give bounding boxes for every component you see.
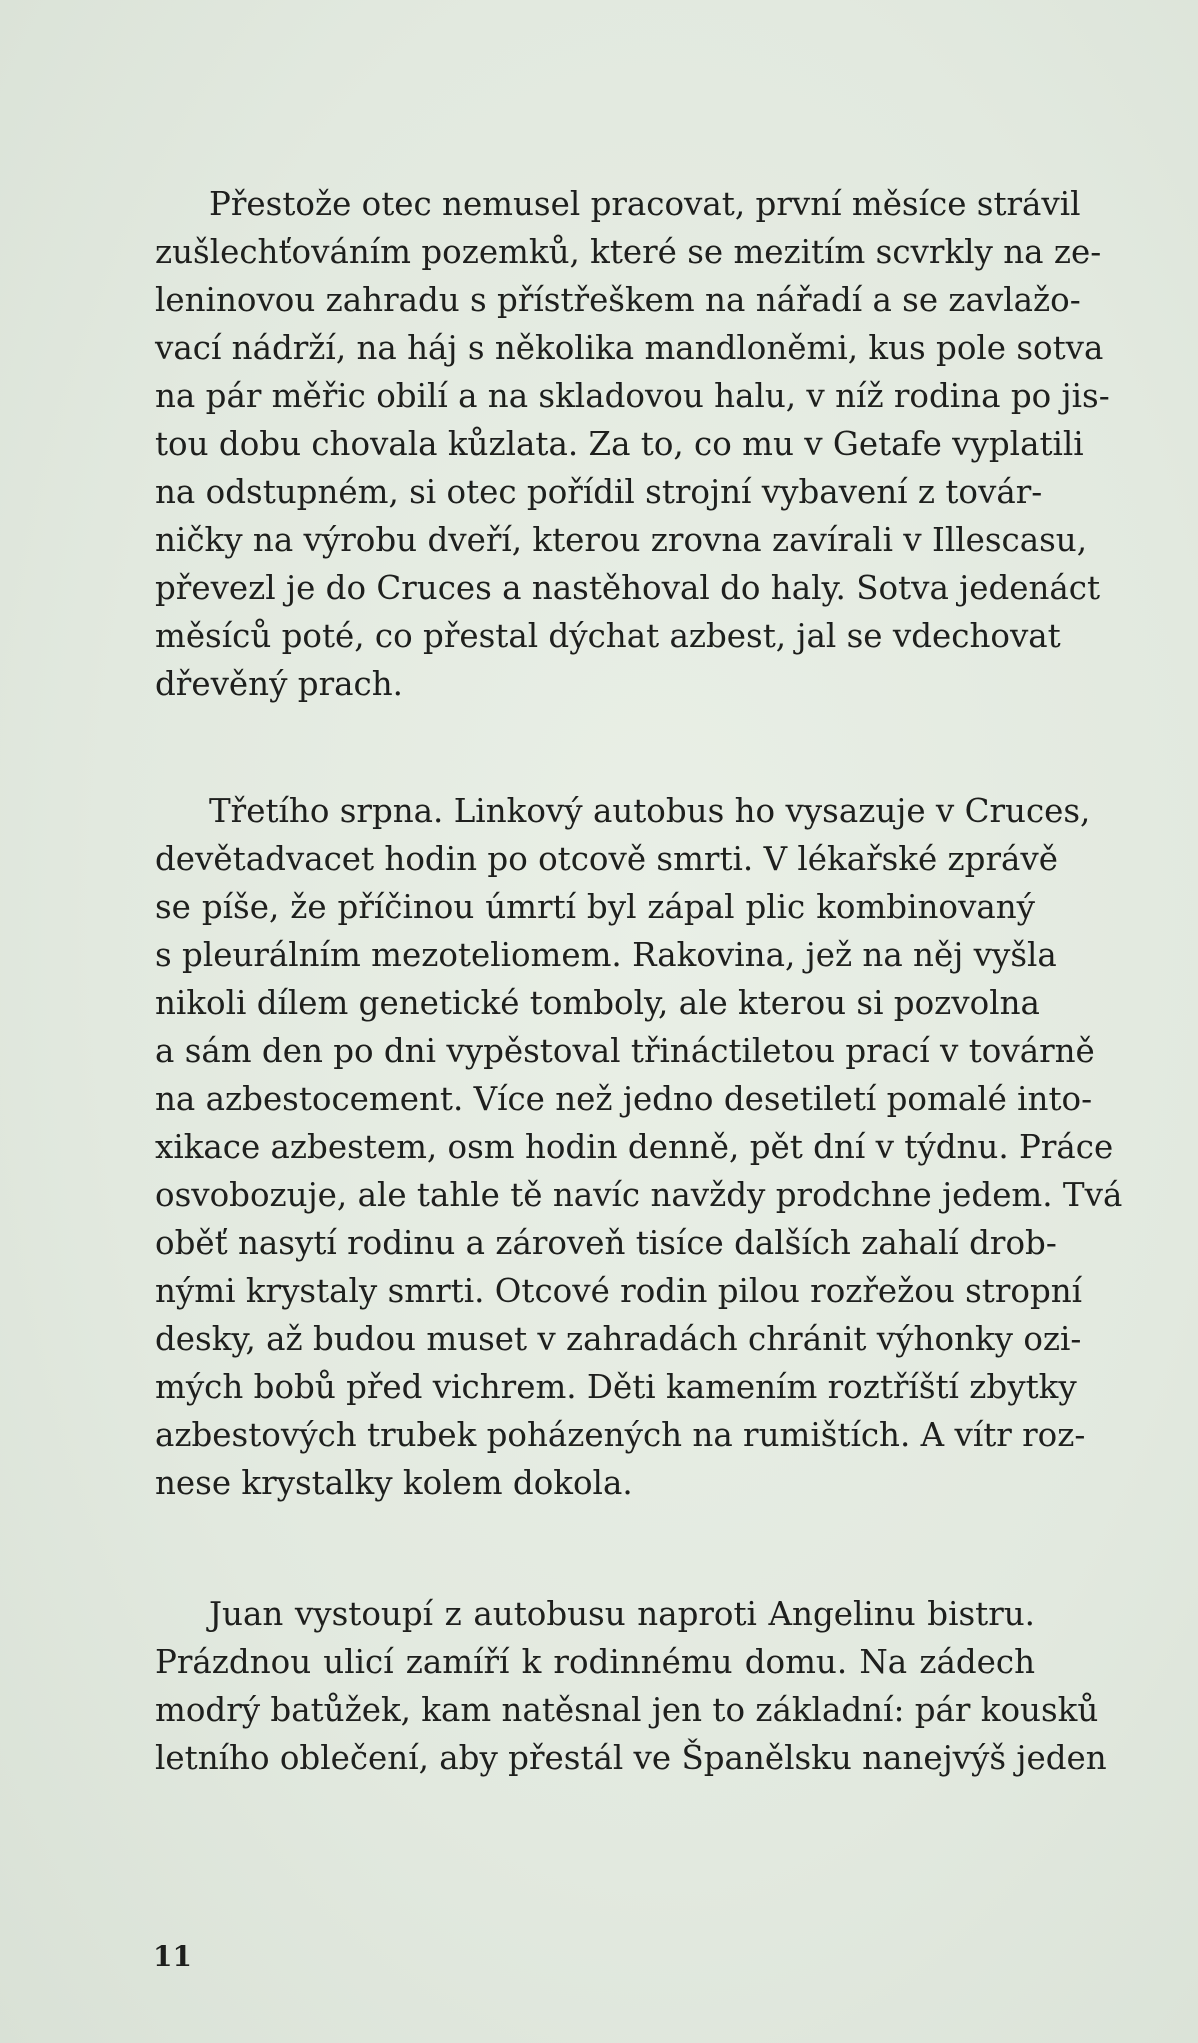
- paragraph-line: tou dobu chovala kůzlata. Za to, co mu v Getafe vyplatili: [155, 425, 1084, 463]
- paragraph-line: dřevěný prach.: [155, 665, 403, 703]
- paragraph-line: Prázdnou ulicí zamíří k rodinnému domu. Na zádech: [155, 1643, 1035, 1681]
- paragraph-line: na odstupném, si otec pořídil strojní vybavení z továr-: [155, 473, 1043, 511]
- paragraph-line: mých bobů před vichrem. Děti kamením roztříští zbytky: [155, 1368, 1077, 1406]
- paragraph-line: nými krystaly smrti. Otcové rodin pilou rozřežou stropní: [155, 1272, 1083, 1310]
- paragraph-line: azbestových trubek poházených na rumištích. A vítr roz-: [155, 1416, 1086, 1454]
- paragraph-line: nikoli dílem genetické tomboly, ale kterou si pozvolna: [155, 984, 1040, 1022]
- paragraph-line: osvobozuje, ale tahle tě navíc navždy prodchne jedem. Tvá: [155, 1176, 1123, 1214]
- paragraph-line: zušlechťováním pozemků, které se mezitím scvrkly na ze-: [155, 233, 1102, 271]
- paragraph-line: převezl je do Cruces a nastěhoval do haly. Sotva jedenáct: [155, 569, 1101, 607]
- paragraph-line: Juan vystoupí z autobusu naproti Angelinu bistru.: [209, 1595, 1035, 1633]
- paragraph-line: xikace azbestem, osm hodin denně, pět dní v týdnu. Práce: [155, 1128, 1114, 1166]
- paragraph-line: Přestože otec nemusel pracovat, první měsíce strávil: [209, 185, 1081, 223]
- paragraph-line: a sám den po dni vypěstoval třináctiletou prací v továrně: [155, 1032, 1095, 1070]
- paragraph-line: měsíců poté, co přestal dýchat azbest, jal se vdechovat: [155, 617, 1061, 655]
- paragraph-line: vací nádrží, na háj s několika mandloněmi, kus pole sotva: [155, 329, 1104, 367]
- paragraph-line: Třetího srpna. Linkový autobus ho vysazuje v Cruces,: [209, 792, 1091, 830]
- paragraph-line: ničky na výrobu dveří, kterou zrovna zavírali v Illescasu,: [155, 521, 1088, 559]
- paragraph-line: oběť nasytí rodinu a zároveň tisíce dalších zahalí drob-: [155, 1224, 1057, 1262]
- paragraph-3: [155, 1590, 1107, 1782]
- paragraph-line: na azbestocement. Více než jedno desetiletí pomalé into-: [155, 1080, 1093, 1118]
- paragraph-2: [155, 787, 1123, 1507]
- paragraph-1: [155, 180, 1110, 708]
- paragraph-line: modrý batůžek, kam natěsnal jen to základní: pár kousků: [155, 1691, 1099, 1729]
- paragraph-line: s pleurálním mezoteliomem. Rakovina, jež na něj vyšla: [155, 936, 1057, 974]
- paragraph-line: se píše, že příčinou úmrtí byl zápal plic kombinovaný: [155, 888, 1035, 926]
- paragraph-line: nese krystalky kolem dokola.: [155, 1464, 633, 1502]
- paragraph-line: letního oblečení, aby přestál ve Španělsku nanejvýš jeden: [155, 1739, 1107, 1777]
- paragraph-line: desky, až budou muset v zahradách chránit výhonky ozi-: [155, 1320, 1082, 1358]
- paragraph-line: leninovou zahradu s přístřeškem na nářadí a se zavlažo-: [155, 281, 1081, 319]
- page-number: 11: [153, 1940, 192, 1973]
- paragraph-line: na pár měřic obilí a na skladovou halu, v níž rodina po jis-: [155, 377, 1110, 415]
- paragraph-line: devětadvacet hodin po otcově smrti. V lékařské zprávě: [155, 840, 1058, 878]
